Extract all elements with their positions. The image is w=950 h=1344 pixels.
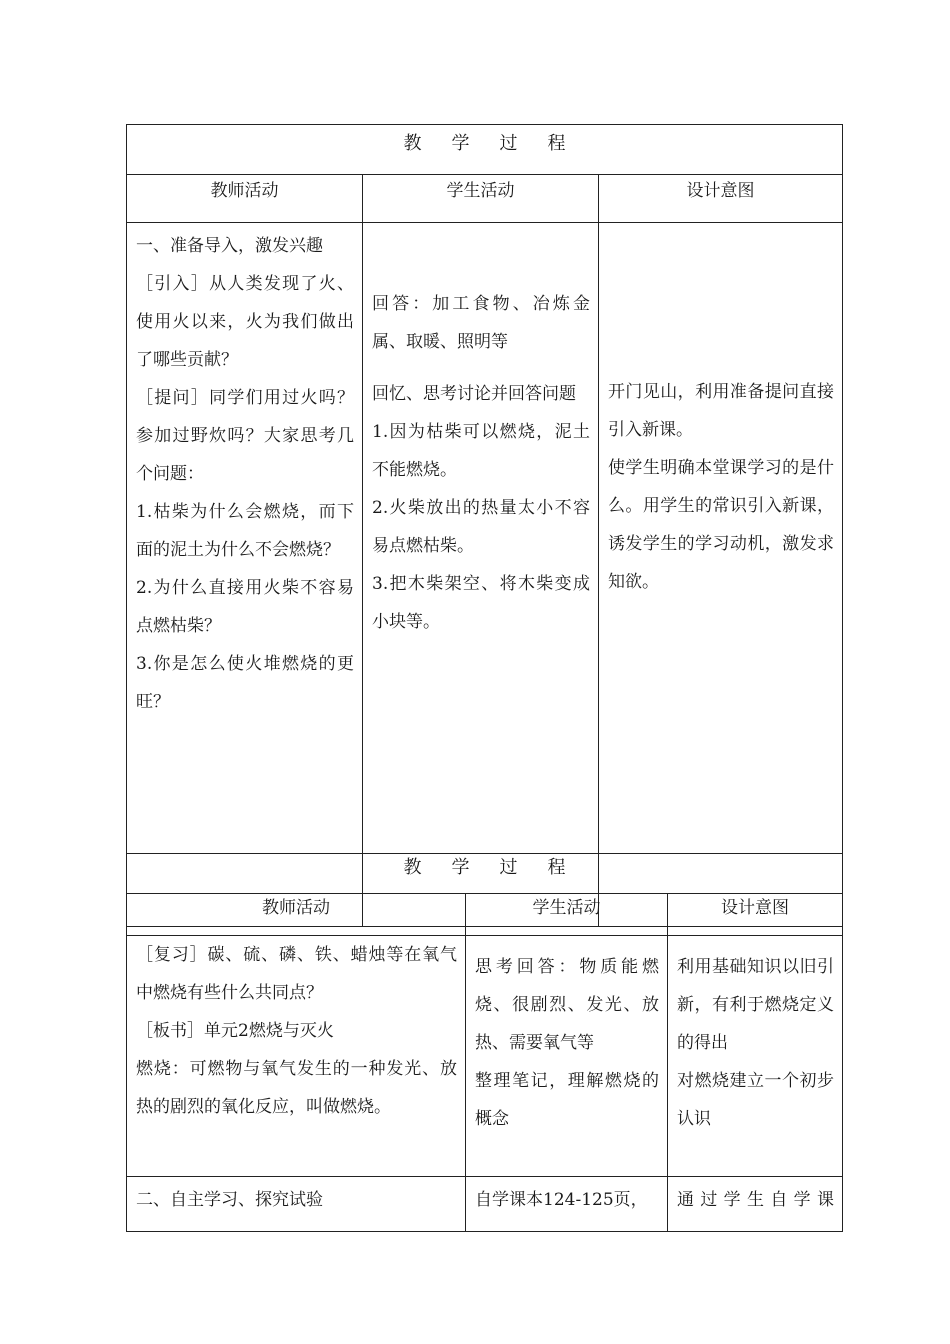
header-student-activity: 学生活动 — [466, 894, 668, 936]
header-design-intent: 设计意图 — [599, 175, 843, 223]
student-paragraph: 自学课本124-125页， — [475, 1190, 648, 1210]
teacher-paragraph: 2.为什么直接用火柴不容易点燃枯柴？ — [136, 578, 354, 636]
header-design-intent: 设计意图 — [668, 894, 843, 936]
teacher-paragraph: 二、自主学习、探究试验 — [136, 1190, 323, 1210]
teacher-activity-cell — [127, 936, 466, 1177]
student-paragraph: 思考回答：物质能燃烧、很剧烈、发光、放热、需要氧气等 — [475, 957, 659, 1053]
design-intent-cell — [599, 223, 843, 927]
teacher-paragraph: 1.枯柴为什么会燃烧，而下面的泥土为什么不会燃烧？ — [136, 502, 354, 560]
teacher-paragraph: ［板书］单元2燃烧与灭火 — [136, 1021, 334, 1041]
table-title: 教学过程 — [127, 125, 843, 175]
design-paragraph: 利用基础知识以旧引新，有利于燃烧定义的得出 — [677, 957, 835, 1053]
student-paragraph: 1.因为枯柴可以燃烧，泥土不能燃烧。 — [372, 422, 590, 480]
student-paragraph: 2.火柴放出的热量太小不容易点燃枯柴。 — [372, 498, 590, 556]
design-paragraph: 对燃烧建立一个初步认识 — [677, 1071, 835, 1129]
teacher-paragraph: 燃烧：可燃物与氧气发生的一种发光、放热的剧烈的氧化反应，叫做燃烧。 — [136, 1059, 457, 1117]
lesson-process-table-2 — [126, 853, 843, 1232]
teacher-paragraph: 一、准备导入，激发兴趣 — [136, 236, 323, 256]
design-intent-cell — [668, 936, 843, 1177]
design-intent-cell — [668, 1177, 843, 1232]
header-student-activity: 学生活动 — [363, 175, 599, 223]
lesson-process-table-1 — [126, 124, 843, 927]
teacher-paragraph: ［复习］碳、硫、磷、铁、蜡烛等在氧气中燃烧有些什么共同点？ — [136, 945, 457, 1003]
student-paragraph: 3.把木柴架空、将木柴变成小块等。 — [372, 574, 590, 632]
student-paragraph: 回答：加工食物、冶炼金属、取暖、照明等 — [372, 294, 590, 352]
design-paragraph: 通过学生自学课 — [677, 1190, 835, 1210]
teacher-paragraph: ［引入］从人类发现了火、使用火以来，火为我们做出了哪些贡献？ — [136, 274, 354, 370]
header-teacher-activity: 教师活动 — [127, 175, 363, 223]
student-activity-cell — [466, 936, 668, 1177]
table-title: 教学过程 — [127, 854, 843, 894]
student-paragraph: 整理笔记，理解燃烧的概念 — [475, 1071, 659, 1129]
teacher-activity-cell — [127, 223, 363, 927]
design-paragraph: 使学生明确本堂课学习的是什么。用学生的常识引入新课，诱发学生的学习动机，激发求知欲。 — [608, 458, 835, 592]
student-paragraph: 回忆、思考讨论并回答问题 — [372, 384, 576, 404]
student-activity-cell — [363, 223, 599, 927]
design-paragraph: 开门见山，利用准备提问直接引入新课。 — [608, 382, 835, 440]
teacher-activity-cell — [127, 1177, 466, 1232]
student-activity-cell — [466, 1177, 668, 1232]
header-teacher-activity: 教师活动 — [127, 894, 466, 936]
teacher-paragraph: 3.你是怎么使火堆燃烧的更旺？ — [136, 654, 354, 712]
teacher-paragraph: ［提问］同学们用过火吗？参加过野炊吗？大家思考几个问题： — [136, 388, 354, 484]
